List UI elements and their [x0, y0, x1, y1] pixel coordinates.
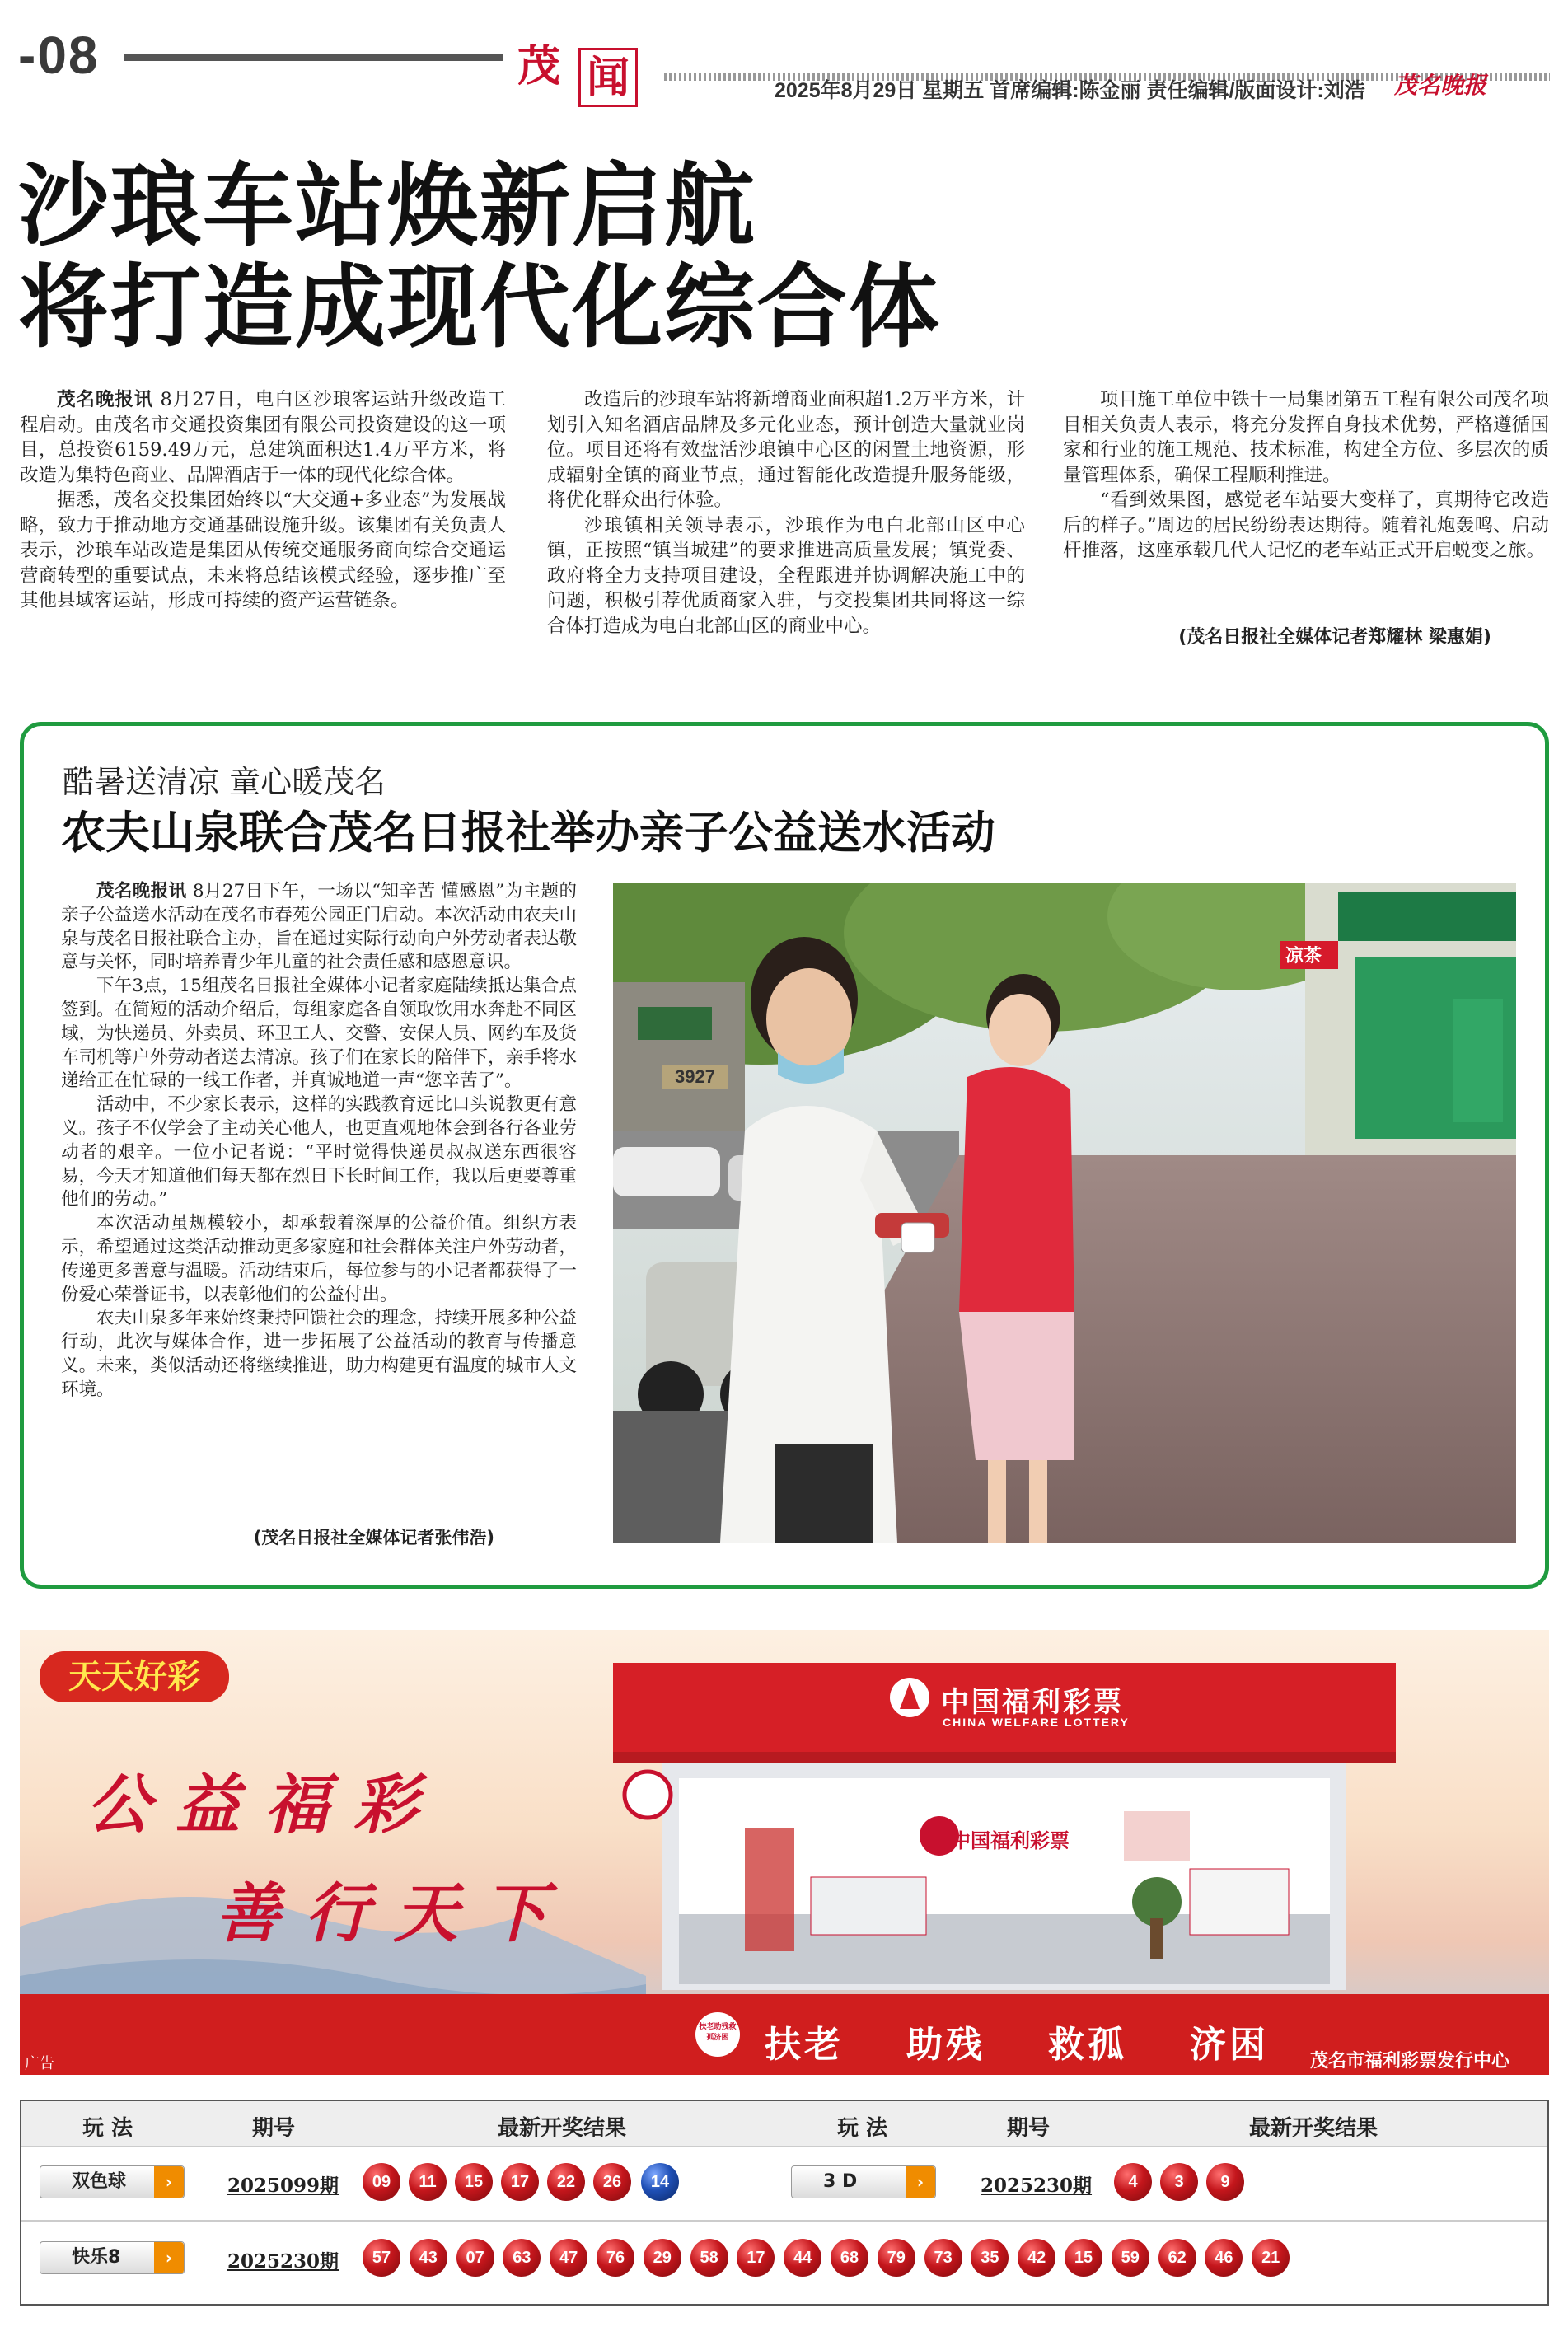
feature-body: [61, 880, 577, 1402]
paragraph: 农夫山泉多年来始终秉持回馈社会的理念，持续开展多种公益行动，此次与媒体合作，进一步拓展了公益活动的教育与传播意义。未来，类似活动还将继续推进，助力构建更有温度的城市人文环境。: [61, 1308, 577, 1400]
ad-action-1: 扶老: [765, 2024, 844, 2066]
lottery-ball: 9: [1206, 2163, 1244, 2201]
paragraph: 下午3点，15组茂名日报社全媒体小记者家庭陆续抵达集合点签到。在简短的活动介绍后，每组家庭各自领取饮用水奔赴不同区域，为快递员、外卖员、环卫工人、交警、安保人员、网约车及货车司机等户外劳动者送去清凉。孩子们在家长的陪伴下，亲手将水递给正在忙碌的一线工作者，并真诚地道一声“您辛苦了”。: [61, 976, 577, 1092]
lottery-ball: 26: [593, 2163, 631, 2201]
paragraph: 本次活动虽规模较小，却承载着深厚的公益价值。组织方表示，希望通过这类活动推动更多家庭和社会群体关注户外劳动者，传递更多善意与温暖。活动结束后，每位参与的小记者都获得了一份爱心荣誉证书，以表彰他们的公益付出。: [61, 1213, 577, 1305]
masthead-logo: 茂名晚报: [1394, 72, 1487, 99]
lottery-ball: 47: [550, 2239, 587, 2277]
lottery-ball: 43: [410, 2239, 447, 2277]
lottery-ball: 73: [924, 2239, 962, 2277]
lottery-ball: 35: [971, 2239, 1009, 2277]
lottery-ball: 42: [1018, 2239, 1055, 2277]
ad-action-4: 济困: [1190, 2024, 1269, 2066]
photo-shop-sign: [638, 1007, 712, 1040]
lottery-ball: 15: [1065, 2239, 1102, 2277]
ad-tag-badge: 天天好彩: [40, 1651, 229, 1702]
lottery-ball: 57: [363, 2239, 400, 2277]
paragraph: 茂名晚报讯 8月27日下午，一场以“知辛苦 懂感恩”为主题的亲子公益送水活动在茂名市春苑公园正门启动。本次活动由农夫山泉与茂名日报社联合主办，旨在通过实际行动向户外劳动者表达敬意与关怀，同时培养青少年儿童的社会责任感和感恩意识。: [61, 881, 577, 973]
ad-brand-cn: 中国福利彩票: [941, 1686, 1124, 1719]
table-header: [21, 2101, 1547, 2146]
ad-label: 广告: [25, 2055, 54, 2072]
dateline: 2025年8月29日 星期五 首席编辑:陈金丽 责任编辑/版面设计:刘浩: [775, 79, 1365, 102]
ad-action-3: 救孤: [1048, 2024, 1127, 2066]
headline-line-1: 沙琅车站焕新启航: [18, 153, 756, 259]
ad-brand-en: CHINA WELFARE LOTTERY: [943, 1716, 1130, 1729]
ad-slogan-1: 公益福彩: [87, 1767, 443, 1842]
lottery-ball: 21: [1252, 2239, 1290, 2277]
ad-issuer: 茂名市福利彩票发行中心: [1310, 2051, 1510, 2072]
period-kl8[interactable]: 2025230期: [227, 2250, 339, 2273]
header-rule: [124, 54, 503, 61]
arrow-right-icon: ›: [154, 2166, 184, 2198]
arrow-right-icon: ›: [154, 2242, 184, 2273]
news-photo: [613, 883, 1516, 1543]
lottery-ball: 68: [831, 2239, 868, 2277]
lottery-ball: 79: [878, 2239, 915, 2277]
photo-sign-text: 凉茶: [1285, 946, 1322, 967]
header-cell: 最新开奖结果: [498, 2116, 627, 2141]
header-cell: 期号: [252, 2116, 296, 2141]
lottery-ball: 09: [363, 2163, 400, 2201]
lottery-ball: 3: [1160, 2163, 1198, 2201]
lottery-ball: 29: [644, 2239, 681, 2277]
paragraph: 项目施工单位中铁十一局集团第五工程有限公司茂名项目相关负责人表示，将充分发挥自身技术优势，严格遵循国家和行业的施工规范、技术标准，构建全方位、多层次的质量管理体系，确保工程顺利推进。: [1063, 389, 1549, 486]
paragraph: “看到效果图，感觉老车站要大变样了，真期待它改造后的样子。”周边的居民纷纷表达期待。随着礼炮轰鸣、启动杆推落，这座承载几代人记忆的老车站正式开启蜕变之旅。: [1063, 489, 1549, 561]
row-divider: [21, 2220, 1547, 2222]
lottery-ball: 17: [737, 2239, 775, 2277]
lottery-ball: 58: [690, 2239, 728, 2277]
header-cell: 玩 法: [837, 2116, 888, 2141]
paragraph: 改造后的沙琅车站将新增商业面积超1.2万平方米，计划引入知名酒店品牌及多元化业态，预计创造大量就业岗位。项目还将有效盘活沙琅镇中心区的闲置土地资源，形成辐射全镇的商业节点，通过智能化改造提升服务能级，将优化群众出行体验。: [547, 389, 1025, 511]
game-button-ssq[interactable]: 双色球 ›: [40, 2165, 185, 2198]
lottery-ball: 46: [1205, 2239, 1243, 2277]
header-cell: 期号: [1007, 2116, 1051, 2141]
period-3d[interactable]: 2025230期: [981, 2175, 1093, 2197]
lottery-ball: 11: [409, 2163, 447, 2201]
page-number: -08: [18, 26, 100, 85]
lottery-ball: 4: [1114, 2163, 1152, 2201]
store-sign: 中国福利彩票: [951, 1829, 1070, 1852]
ad-action-2: 助残: [906, 2024, 985, 2066]
header-cell: 最新开奖结果: [1249, 2116, 1378, 2141]
lottery-ball: 59: [1112, 2239, 1149, 2277]
article1-byline: (茂名日报社全媒体记者郑耀林 梁惠娟): [1178, 627, 1491, 648]
ad-seal-text: 扶老助残救孤济困: [699, 2023, 737, 2042]
feature-headline: 农夫山泉联合茂名日报社举办亲子公益送水活动: [61, 807, 995, 859]
row-divider: [21, 2146, 1547, 2147]
lottery-ball: 63: [503, 2239, 541, 2277]
paragraph: 活动中，不少家长表示，这样的实践教育远比口头说教更有意义。孩子不仅学会了主动关心他人，也更直观地体会到各行各业劳动者的艰辛。一位小记者说：“平时觉得快递员叔叔送东西很容易，今天才知道他们每天都在烈日下长时间工作，我以后更要尊重他们的劳动。”: [61, 1094, 577, 1210]
article1-column-3: [1063, 387, 1549, 564]
lottery-ball: 22: [547, 2163, 585, 2201]
arrow-right-icon: ›: [906, 2166, 935, 2198]
lottery-ball: 62: [1158, 2239, 1196, 2277]
section-char-2: 闻: [578, 48, 638, 107]
ad-seal-icon: [695, 2012, 740, 2057]
header-cell: 玩 法: [82, 2116, 133, 2141]
paragraph: 茂名晚报讯 8月27日，电白区沙琅客运站升级改造工程启动。由茂名市交通投资集团有限公司投资建设的这一项目，总投资6159.49万元，总建筑面积达1.4万平方米，将改造为集特色商业、品牌酒店于一体的现代化综合体。: [20, 389, 506, 486]
paragraph: 据悉，茂名交投集团始终以“大交通+多业态”为发展战略，致力于推动地方交通基础设施升级。该集团有关负责人表示，沙琅车站改造是集团从传统交通服务商向综合交通运营商转型的重要试点，未来将总结该模式经验，逐步推广至其他县域客运站，形成可持续的资产运营链条。: [20, 489, 506, 611]
lottery-ball: 44: [784, 2239, 821, 2277]
article1-column-1: [20, 387, 506, 614]
ad-slogan-2: 善行天下: [216, 1876, 573, 1951]
section-char-1: 茂: [517, 41, 561, 91]
feature-kicker: 酷暑送清凉 童心暖茂名: [63, 764, 386, 800]
lottery-ball: 17: [501, 2163, 539, 2201]
lottery-ball: 15: [455, 2163, 493, 2201]
section-logo: [517, 28, 641, 104]
headline-line-2: 将打造成现代化综合体: [18, 255, 941, 360]
lottery-ball: 76: [597, 2239, 634, 2277]
game-button-kl8[interactable]: 快乐8 ›: [40, 2241, 185, 2274]
article1-column-2: [547, 387, 1025, 639]
blue-ball: 14: [641, 2163, 679, 2201]
photo-sign-number: 3927: [675, 1066, 715, 1087]
lottery-ball: 07: [456, 2239, 494, 2277]
period-ssq[interactable]: 2025099期: [227, 2175, 339, 2197]
paragraph: 沙琅镇相关领导表示，沙琅作为电白北部山区中心镇，正按照“镇当城建”的要求推进高质量发展；镇党委、政府将全力支持项目建设，全程跟进并协调解决施工中的问题，积极引荐优质商家入驻，与交投集团共同将这一综合体打造成为电白北部山区的商业中心。: [547, 514, 1025, 637]
lottery-results-table: [20, 2100, 1549, 2306]
photo-illustration: [613, 883, 1516, 1543]
feature-byline: (茂名日报社全媒体记者张伟浩): [253, 1528, 494, 1547]
game-button-3d[interactable]: 3 D ›: [791, 2165, 936, 2198]
